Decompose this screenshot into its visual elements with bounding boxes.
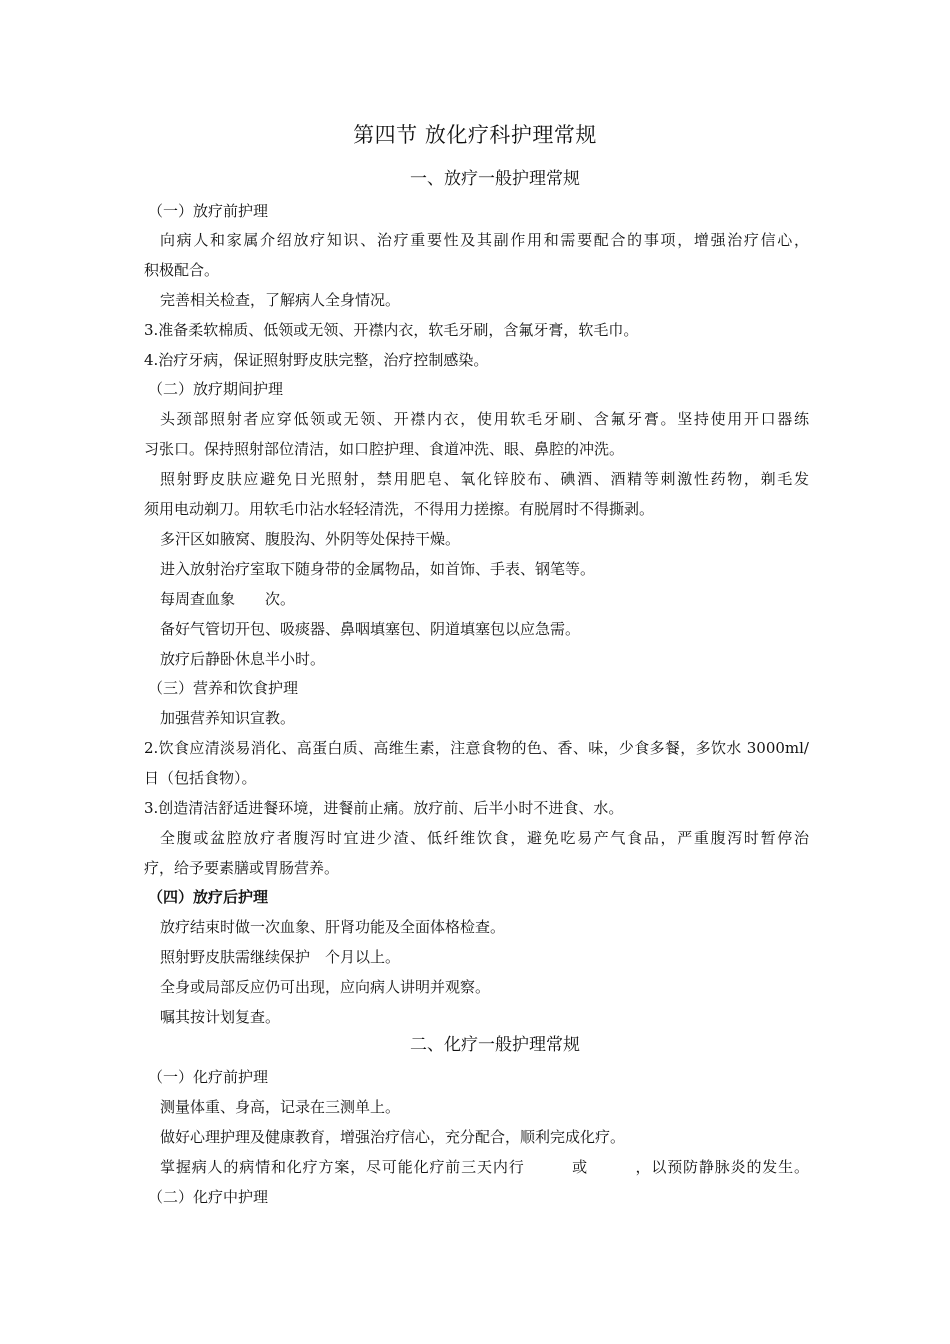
section-heading-radiotherapy: 一、放疗一般护理常规 <box>410 169 580 189</box>
paragraph-line: 3.创造清洁舒适进餐环境，进餐前止痛。放疗前、后半小时不进食、水。 <box>144 799 624 817</box>
paragraph-line: 每周查血象 次。 <box>160 590 296 608</box>
paragraph-line: 做好心理护理及健康教育，增强治疗信心，充分配合，顺利完成化疗。 <box>160 1128 626 1146</box>
subheading-during-chemotherapy: （二）化疗中护理 <box>148 1188 269 1206</box>
paragraph-line: 嘱其按计划复查。 <box>160 1008 281 1026</box>
paragraph-line: 习张口。保持照射部位清洁，如口腔护理、食道冲洗、眼、鼻腔的冲洗。 <box>144 440 625 458</box>
section-heading-chemotherapy: 二、化疗一般护理常规 <box>410 1035 580 1055</box>
subheading-during-radiotherapy: （二）放疗期间护理 <box>148 380 284 398</box>
paragraph-line: 照射野皮肤应避免日光照射，禁用肥皂、氧化锌胶布、碘酒、酒精等刺激性药物，剃毛发 <box>160 470 809 488</box>
paragraph-line: 备好气管切开包、吸痰器、鼻咽填塞包、阴道填塞包以应急需。 <box>160 620 581 638</box>
paragraph-line: 全腹或盆腔放疗者腹泻时宜进少渣、低纤维饮食，避免吃易产气食品，严重腹泻时暂停治 <box>160 829 809 847</box>
paragraph-line: 掌握病人的病情和化疗方案，尽可能化疗前三天内行 或 ，以预防静脉炎的发生。 <box>160 1158 809 1176</box>
paragraph-line: 日（包括食物）。 <box>144 769 257 787</box>
subheading-pre-radiotherapy: （一）放疗前护理 <box>148 202 269 220</box>
paragraph-line: 4.治疗牙病，保证照射野皮肤完整，治疗控制感染。 <box>144 351 489 369</box>
subheading-nutrition: （三）营养和饮食护理 <box>148 679 299 697</box>
subheading-post-radiotherapy: （四）放疗后护理 <box>148 888 269 906</box>
paragraph-line: 放疗后静卧休息半小时。 <box>160 650 326 668</box>
paragraph-line: 多汗区如腋窝、腹股沟、外阴等处保持干燥。 <box>160 530 461 548</box>
paragraph-line: 疗，给予要素膳或胃肠营养。 <box>144 859 340 877</box>
paragraph-line: 头颈部照射者应穿低领或无领、开襟内衣，使用软毛牙刷、含氟牙膏。坚持使用开口器练 <box>160 410 809 428</box>
paragraph-line: 须用电动剃刀。用软毛巾沾水轻轻清洗，不得用力搓擦。有脱屑时不得撕剥。 <box>144 500 655 518</box>
paragraph-line: 照射野皮肤需继续保护 个月以上。 <box>160 948 401 966</box>
paragraph-line: 全身或局部反应仍可出现，应向病人讲明并观察。 <box>160 978 491 996</box>
page-title: 第四节 放化疗科护理常规 <box>353 123 597 147</box>
paragraph-line: 完善相关检查，了解病人全身情况。 <box>160 291 401 309</box>
paragraph-line: 测量体重、身高，记录在三测单上。 <box>160 1098 401 1116</box>
paragraph-line: 向病人和家属介绍放疗知识、治疗重要性及其副作用和需要配合的事项，增强治疗信心， <box>160 231 809 249</box>
paragraph-line: 3.准备柔软棉质、低领或无领、开襟内衣，软毛牙刷，含氟牙膏，软毛巾。 <box>144 321 639 339</box>
paragraph-line: 加强营养知识宣教。 <box>160 709 296 727</box>
paragraph-line: 进入放射治疗室取下随身带的金属物品，如首饰、手表、钢笔等。 <box>160 560 596 578</box>
subheading-pre-chemotherapy: （一）化疗前护理 <box>148 1068 269 1086</box>
paragraph-line: 2.饮食应清淡易消化、高蛋白质、高维生素，注意食物的色、香、味，少食多餐，多饮水 3000ml/ <box>144 739 809 757</box>
paragraph-line: 放疗结束时做一次血象、肝肾功能及全面体格检查。 <box>160 918 506 936</box>
paragraph-line: 积极配合。 <box>144 261 220 279</box>
